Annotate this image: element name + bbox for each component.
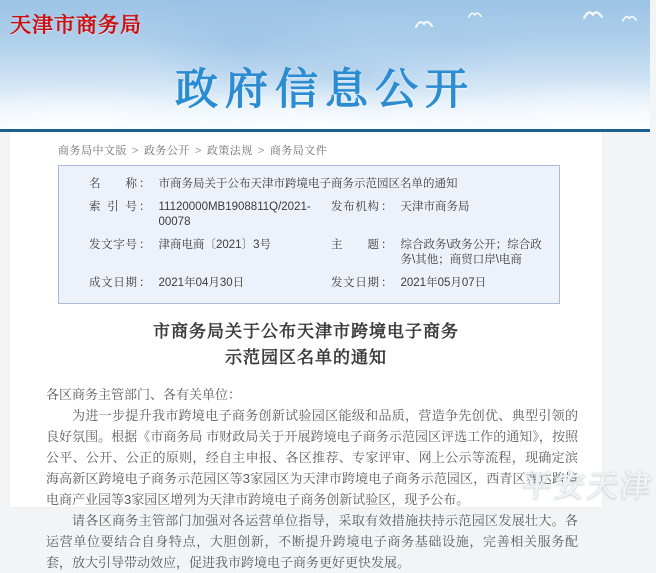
name-label: 名称 [89, 178, 137, 190]
colon: ： [139, 201, 151, 213]
table-row-dates [59, 272, 551, 295]
doc-no-value: 津商电商〔2021〕3号 [158, 239, 271, 251]
page-title: 政府信息公开 [175, 66, 475, 114]
breadcrumb [10, 132, 602, 158]
content-page [10, 132, 602, 570]
dove-icon [415, 18, 433, 28]
document-body [46, 384, 578, 573]
table-row-name [59, 173, 551, 196]
cell-topic [331, 238, 551, 268]
breadcrumb-separator: > [257, 145, 265, 157]
issuer-label: 发布机构 [331, 201, 379, 213]
cell-name [89, 177, 551, 192]
index-value: 11120000MB1908811Q/2021-00078 [158, 201, 311, 228]
issue-date-label: 发文日期 [331, 277, 379, 289]
dove-icon [583, 8, 603, 19]
colon: ： [381, 201, 393, 213]
issue-date-value: 2021年05月07日 [400, 277, 487, 289]
table-row-index [59, 196, 551, 234]
written-date-value: 2021年04月30日 [158, 277, 245, 289]
body-paragraph: 为进一步提升我市跨境电子商务创新试验园区能级和品质，营造争先创优、典型引领的良好氛围。根据《市商务局 市财政局关于开展跨境电子商务示范园区评选工作的通知》，按照公平、公开、公正的原则，经自主申报、各区推荐、专家评审、网上公示等流程，现确定滨海高新区跨境电子商务示范园区等3家园区为天津市跨境电子商务示范园区，西青区赛达跨境电商产业园等3家园区增列为天津市跨境电子商务创新试验区，现予公布。 [46, 408, 578, 507]
body-paragraph: 请各区商务主管部门加强对各运营单位指导，采取有效措施扶持示范园区发展壮大。各运营单位要结合自身特点，大胆创新，不断提升跨境电子商务基础设施，完善相关服务配套，放大引导带动效应，促进我市跨境电子商务更好更快发展。 [46, 513, 578, 570]
site-logo-text[interactable]: 天津市商务局 [10, 14, 142, 37]
watermark-text: 平安天津 [519, 470, 656, 503]
dove-icon [468, 10, 482, 18]
breadcrumb-separator: > [132, 145, 139, 157]
issuer-value: 天津市商务局 [400, 201, 470, 213]
document-meta-table [58, 165, 560, 304]
cell-doc-no [89, 238, 331, 268]
salutation: 各区商务主管部门、各有关单位： [46, 387, 242, 402]
written-date-label: 成文日期 [89, 277, 137, 289]
breadcrumb-item-gov-affairs[interactable]: 政务公开 [143, 145, 190, 157]
topic-value: 综合政务\政务公开；综合政务\其他；商贸口岸\电商 [400, 239, 542, 266]
breadcrumb-item-policies[interactable]: 政策法规 [206, 145, 253, 157]
cell-written-date [89, 276, 331, 291]
colon: ： [139, 178, 151, 190]
breadcrumb-separator: > [194, 145, 202, 157]
colon: ： [381, 239, 393, 251]
header-banner [0, 0, 650, 129]
document-title-line2: 示范园区名单的通知 [225, 348, 387, 367]
breadcrumb-item-home[interactable]: 商务局中文版 [58, 145, 127, 157]
document-title-line1: 市商务局关于公布天津市跨境电子商务 [153, 322, 459, 341]
cell-index-no [89, 200, 331, 230]
breadcrumb-item-documents[interactable]: 商务局文件 [269, 145, 328, 157]
cell-issuer [331, 200, 551, 230]
colon: ： [381, 277, 393, 289]
index-label: 索引号 [89, 201, 137, 213]
colon: ： [139, 277, 151, 289]
topic-label: 主题 [331, 239, 379, 251]
name-value: 市商务局关于公布天津市跨境电子商务示范园区名单的通知 [158, 178, 458, 190]
cell-issue-date [331, 276, 551, 291]
document-title [10, 319, 602, 371]
table-row-doc-no [59, 234, 551, 272]
doc-no-label: 发文字号 [89, 239, 137, 251]
colon: ： [139, 239, 151, 251]
dove-icon [622, 13, 637, 22]
